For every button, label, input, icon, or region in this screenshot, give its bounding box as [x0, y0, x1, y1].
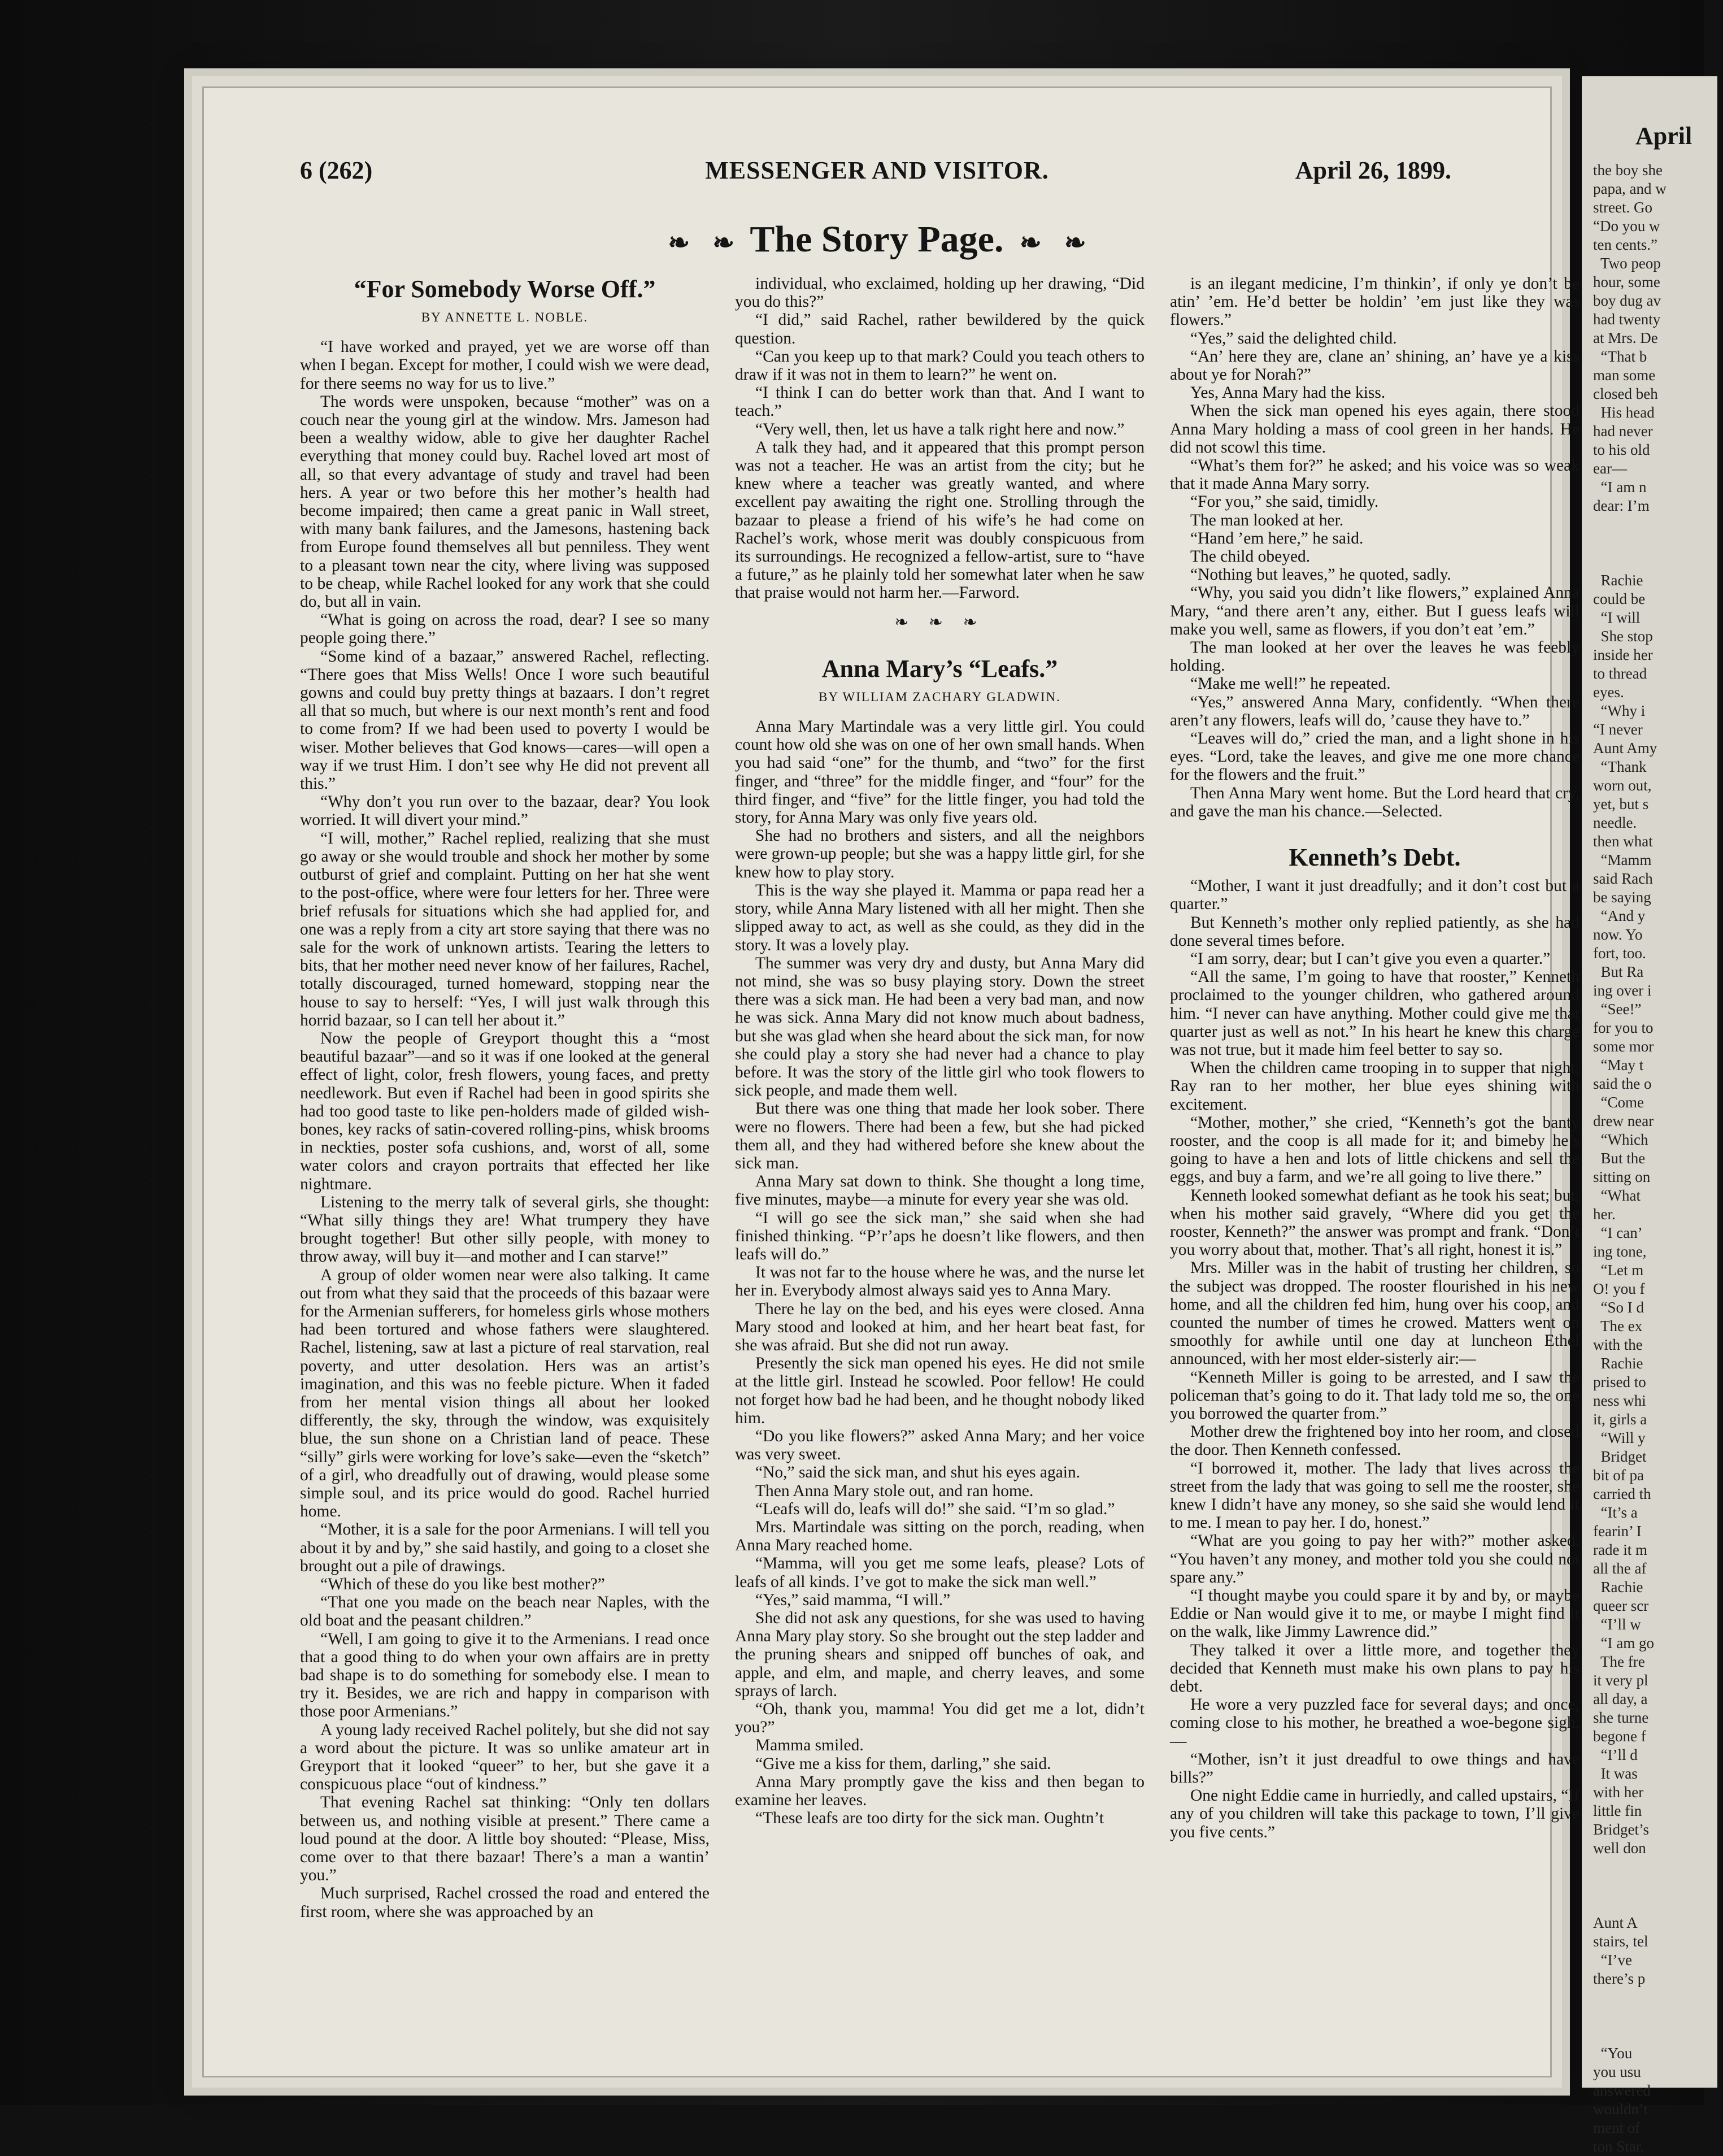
paragraph: When the sick man opened his eyes again, there stood Anna Mary holding a mass of cool green in her hands. He did not scowl this time. — [1170, 402, 1580, 457]
paragraph: is an ilegant medicine, I’m thinkin’, if only ye don’t be atin’ ’em. He’d better be holdin’ ’em just like they was flowers.” — [1170, 275, 1580, 329]
paragraph: Listening to the merry talk of several girls, she thought: “What silly things they are! What trumpery they have brought together! But other silly people, with money to throw away, will buy it—and mother and I can starve!” — [300, 1193, 710, 1266]
paragraph: Anna Mary Martindale was a very little girl. You could count how old she was on one of her own small hands. When you had said “one” for the thumb, and “two” for the first finger, and “three” for the middle finger, and “four” for the third finger, and “five” for the little finger, you had told the story, for Anna Mary was only five years old. — [735, 718, 1145, 827]
paragraph: A young lady received Rachel politely, but she did not say a word about the picture. It was so unlike amateur art in Greyport that it looked “queer” to her, but she gave it a conspicuous place “out of kindness.” — [300, 1720, 710, 1794]
paragraph: “Well, I am going to give it to the Armenians. I read once that a good thing to do when your own affairs are in pretty bad shape is to do something for somebody else. I mean to try it. Besides, we are rich and happy in comparison with those poor Armenians.” — [300, 1629, 710, 1721]
story-title: Kenneth’s Debt. — [1289, 844, 1461, 872]
paragraph: “Some kind of a bazaar,” answered Rachel, reflecting. “There goes that Miss Wells! Once I wore such beautiful gowns and could buy pretty things at bazaars. I don’t regret all that so much, but where is our next month’s rent and food to come from? If we had been used to poverty I would be wiser. Mother believes that God knows—cares—will open a way if we trust Him. I don’t see why He did not prevent all this.” — [300, 647, 710, 793]
paragraph: “I did,” said Rachel, rather bewildered by the quick question. — [735, 311, 1145, 347]
paragraph: “Mother, isn’t it just dreadful to owe things and have bills?” — [1170, 1750, 1580, 1787]
paragraph: “Kenneth Miller is going to be arrested, and I saw the policeman that’s going to do it. That lady told me so, the one you borrowed the quarter from.” — [1170, 1368, 1580, 1423]
paragraph: “I have worked and prayed, yet we are worse off than when I began. Except for mother, I could wish we were dead, for there seems no way for us to live.” — [300, 338, 710, 393]
columns — [300, 275, 1580, 2031]
paragraph: individual, who exclaimed, holding up her drawing, “Did you do this?” — [735, 275, 1145, 311]
paragraph: Then Anna Mary stole out, and ran home. — [755, 1481, 1034, 1500]
issue-date: April 26, 1899. — [1295, 157, 1451, 184]
paragraph: “Mother, mother,” she cried, “Kenneth’s got the banty rooster, and the coop is all made for it; and bimeby he’s going to have a hen and lots of little chickens and sell the eggs, and buy a farm, and we’re all going to live there.” — [1170, 1113, 1580, 1186]
section-heading — [204, 218, 1550, 261]
paragraph: “Which of these do you like best mother?” — [320, 1575, 605, 1594]
paragraph: “Mother, it is a sale for the poor Armenians. I will tell you about it by and by,” she said hastily, and going to a closet she brought out a pile of drawings. — [300, 1520, 710, 1575]
paragraph: Mother drew the frightened boy into her room, and closed the door. Then Kenneth confessed. — [1170, 1423, 1580, 1459]
paragraph: Mrs. Miller was in the habit of trusting her children, so the subject was dropped. The rooster flourished in his new home, and all the children fed him, hung over his coop, and counted the number of times he crowed. Matters went on smoothly for awhile until one day at luncheon Ethel announced, with her most elder-sisterly air:— — [1170, 1259, 1580, 1368]
paragraph: “Make me well!” he repeated. — [1190, 675, 1391, 693]
story-byline: BY ANNETTE L. NOBLE. — [421, 310, 589, 324]
column-1 — [300, 275, 710, 2031]
paragraph: She had no brothers and sisters, and all the neighbors were grown-up people; but she was a happy little girl, for she knew how to play story. — [735, 827, 1145, 881]
story-body-continued — [1170, 275, 1580, 820]
paragraph: “Very well, then, let us have a talk right here and now.” — [755, 420, 1125, 438]
paragraph: “I am sorry, dear; but I can’t give you even a quarter.” — [1190, 949, 1551, 968]
paragraph: “Leaves will do,” cried the man, and a light shone in his eyes. “Lord, take the leaves, and give me one more chance for the flowers and the fruit.” — [1170, 729, 1580, 784]
story-body-continued — [735, 275, 1145, 602]
ornament-icon: ❧ — [1019, 228, 1042, 257]
paragraph: “Leafs will do, leafs will do!” she said. “I’m so glad.” — [755, 1499, 1115, 1518]
adjacent-page-edge — [1582, 76, 1717, 2155]
paragraph: Yes, Anna Mary had the kiss. — [1190, 384, 1386, 402]
story-body — [300, 338, 710, 1921]
paragraph: They talked it over a little more, and together they decided that Kenneth must make his own plans to pay his debt. — [1170, 1641, 1580, 1696]
paragraph: “All the same, I’m going to have that rooster,” Kenneth proclaimed to the younger children, who gathered around him. “I never can have anything. Mother could give me that quarter just as well as not.” In his heart he knew this charge was not true, but it made him feel better to say so. — [1170, 968, 1580, 1059]
paragraph: “Why, you said you didn’t like flowers,” explained Anna Mary, “and there aren’t any, either. But I guess leafs will make you well, same as flowers, if you don’t eat ’em.” — [1170, 584, 1580, 638]
paragraph: “Nothing but leaves,” he quoted, sadly. — [1190, 566, 1451, 584]
paragraph: “Can you keep up to that mark? Could you teach others to draw if it was not in them to learn?” he went on. — [735, 347, 1145, 384]
paragraph: A group of older women near were also talking. It came out from what they said that the proceeds of this bazaar were for the Armenian sufferers, for homeless girls whose mothers had been tortured and whose fathers were slaughtered. Rachel, listening, saw at last a picture of real starvation, real poverty, and utter desolation. Hers was an artist’s imagination, and this was no feeble picture. When it faded from her mental vision things all about her looked differently, the sky, through the window, was exquisitely blue, the sun shone on a Christian land of peace. These “silly” girls were working for love’s sake—even the “sketch” of a girl, who dreadfully out of drawing, would please some simple soul, and its price would do good. Rachel hurried home. — [300, 1266, 710, 1521]
adjacent-page-header: April — [1635, 122, 1692, 150]
story-body — [1170, 877, 1580, 1841]
paragraph: “I borrowed it, mother. The lady that lives across the street from the lady that was going to sell me the rooster, she knew I didn’t have any money, so she said she would lend it to me. I mean to pay her. I do, honest.” — [1170, 1459, 1580, 1532]
paragraph: Anna Mary sat down to think. She thought a long time, five minutes, maybe—a minute for every year she was old. — [735, 1172, 1145, 1209]
paragraph: Then Anna Mary went home. But the Lord heard that cry, and gave the man his chance.—Selected. — [1170, 784, 1580, 820]
masthead — [204, 156, 1550, 195]
paragraph: “Yes,” said mamma, “I will.” — [755, 1590, 951, 1609]
adjacent-page-column: the boy she papa, and w street. Go “Do you w ten cents.” Two peop hour, some boy dug av had twenty at Mrs. De “That b man some closed beh His head had never to his old ear— “I am n dear: I’m Rachie could be “I will She stop inside her to thread eyes. “Why i “I never Aunt Amy “Thank worn out, yet, but s needle. then what “Mamm said Rach be saying “And y now. Yo fort, too. But Ra ing over i “See!” for you to some mor “May t said the o “Come drew near “Which But the sitting on “What her. “I can’ ing tone, “Let m O! you f “So I d The ex with the Rachie prised to ness whi it, girls a “Will y Bridget bit of pa carried th “It’s a fearin’ I rade it m all the af Rachie queer scr “I’ll w “I am go The fre it very pl all day, a she turne begone f “I’ll d It was with her little fin Bridget’s well don Aunt A stairs, tel “I’ve there’s p “You you usu answered wouldn’t ment of ton Star. — [1593, 162, 1667, 2155]
paragraph: The man looked at her over the leaves he was feebly holding. — [1170, 638, 1580, 675]
paragraph: Presently the sick man opened his eyes. He did not smile at the little girl. Instead he scowled. Poor fellow! He could not forget how bad he had been, and he thought nobody liked him. — [735, 1354, 1145, 1427]
paragraph: The child obeyed. — [1190, 547, 1311, 566]
paragraph: The summer was very dry and dusty, but Anna Mary did not mind, she was so busy playing story. Down the street there was a sick man. He had been a very bad man, and now he was sick. Anna Mary did not know much about badness, but she was glad when she heard about the sick man, for now she could play a story she had never had a chance to play before. It was the story of the little girl who took flowers to sick people, and made them well. — [735, 954, 1145, 1100]
page-number: 6 (262) — [300, 157, 373, 184]
paragraph: “For you,” she said, timidly. — [1190, 493, 1379, 511]
paragraph: Much surprised, Rachel crossed the road and entered the first room, where she was approached by an — [300, 1884, 710, 1921]
paragraph: This is the way she played it. Mamma or papa read her a story, while Anna Mary listened with all her might. Then she slipped away to act, as well as she could, as they did in the story. It was a lovely play. — [735, 881, 1145, 954]
paragraph: “Mamma, will you get me some leafs, please? Lots of leafs of all kinds. I’ve got to make the sick man well.” — [735, 1554, 1145, 1591]
paragraph: One night Eddie came in hurriedly, and called upstairs, “If any of you children will take this package to town, I’ll give you five cents.” — [1170, 1786, 1580, 1841]
paragraph: Mamma smiled. — [755, 1736, 864, 1755]
column-2 — [735, 275, 1145, 2031]
story-title: Anna Mary’s “Leafs.” — [821, 654, 1058, 683]
paragraph: “What are you going to pay her with?” mother asked. “You haven’t any money, and mother told you she could not spare any.” — [1170, 1532, 1580, 1586]
paragraph: “Hand ’em here,” he said. — [1190, 529, 1364, 547]
column-3 — [1170, 275, 1580, 2031]
divider-ornament-icon: ❧ ❧ ❧ — [894, 612, 985, 632]
paragraph: “I thought maybe you could spare it by and by, or maybe Eddie or Nan would give it to me, or maybe I might find it on the walk, like Jimmy Lawrence did.” — [1170, 1586, 1580, 1641]
paragraph: “No,” said the sick man, and shut his eyes again. — [755, 1463, 1081, 1482]
paragraph: Kenneth looked somewhat defiant as he took his seat; but, when his mother said gravely, “Where did you get the rooster, Kenneth?” the answer was prompt and frank. “Don’t you worry about that, mother. That’s all right, honest it is.” — [1170, 1186, 1580, 1259]
paragraph: “Yes,” said the delighted child. — [1190, 329, 1397, 347]
paragraph: But there was one thing that made her look sober. There were no flowers. There had been a few, but she had picked them all, and they had withered before she knew about the sick man. — [735, 1099, 1145, 1172]
paragraph: When the children came trooping in to supper that night, Ray ran to her mother, her blue eyes shining with excitement. — [1170, 1059, 1580, 1114]
paragraph: “That one you made on the beach near Naples, with the old boat and the peasant children.” — [300, 1593, 710, 1630]
section-title: The Story Page. — [750, 219, 1004, 260]
ornament-icon: ❧ — [712, 228, 735, 257]
newspaper-title: MESSENGER AND VISITOR. — [705, 157, 1049, 184]
ornament-icon: ❧ — [1064, 228, 1086, 257]
paragraph: “An’ here they are, clane an’ shining, an’ have ye a kiss about ye for Norah?” — [1170, 347, 1580, 384]
paragraph: Now the people of Greyport thought this a “most beautiful bazaar”—and so it was if one looked at the general effect of light, color, fresh flowers, young faces, and pretty needlework. But even if Rachel had been in good spirits she had too good taste to like pen-holders made of gilded wish-bones, key racks of satin-covered rolling-pins, whisk brooms in neckties, poster sofa cushions, and, worst of all, some water colors and crayon portraits that effected her like nightmare. — [300, 1029, 710, 1193]
paragraph: “These leafs are too dirty for the sick man. Oughtn’t — [755, 1809, 1104, 1828]
paragraph: “I will, mother,” Rachel replied, realizing that she must go away or she would trouble and shock her mother by some outburst of grief and complaint. Putting on her hat she went to the post-office, where were four letters for her. Three were brief refusals for situations which she had applied for, and one was a reply from a city art store saying that there was no sale for the work of unknown artists. Tearing the letters to bits, that her mother need never know of her failures, Rachel, totally discouraged, turned homeward, stopping near the house to say to herself: “Yes, I will just walk through this horrid bazaar, so I can tell her about it.” — [300, 829, 710, 1029]
paragraph: “Give me a kiss for them, darling,” she said. — [755, 1754, 1051, 1773]
paragraph: “I think I can do better work than that. And I want to teach.” — [735, 384, 1145, 420]
paragraph: There he lay on the bed, and his eyes were closed. Anna Mary stood and looked at him, and her heart beat fast, for she was afraid. But she did not run away. — [735, 1299, 1145, 1354]
story-body — [735, 718, 1145, 1827]
paragraph: “Why don’t you run over to the bazaar, dear? You look worried. It will divert your mind.” — [300, 793, 710, 829]
ornament-icon: ❧ — [668, 228, 690, 257]
paragraph: A talk they had, and it appeared that this prompt person was not a teacher. He was an artist from the city; but he knew where a teacher was greatly wanted, and where excellent pay awaiting the right one. Strolling through the bazaar to please a friend of his wife’s he had come on Rachel’s work, whose merit was doubly conspicuous from its surroundings. He recognized a fellow-artist, sure to “have a future,” as he plainly told her somewhat later when he saw that praise would not harm her.—Farword. — [735, 438, 1145, 602]
paragraph: The words were unspoken, because “mother” was on a couch near the young girl at the window. Mrs. Jameson had been a wealthy widow, able to give her daughter Rachel everything that money could buy. Rachel loved art most of all, so that every advantage of study and travel had been hers. A year or two before this her mother’s health had become impaired; then came a great panic in Wall street, with many bank failures, and the Jamesons, hastening back from Europe found themselves all but penniless. They went to a pleasant town near the city, where living was supposed to be cheap, while Rachel looked for any work that she could do, but all in vain. — [300, 392, 710, 611]
paragraph: She did not ask any questions, for she was used to having Anna Mary play story. So she brought out the step ladder and the pruning shears and snipped off bunches of oak, and apple, and elm, and maple, and cherry leaves, and some sprays of larch. — [735, 1609, 1145, 1700]
story-title: “For Somebody Worse Off.” — [354, 275, 656, 303]
paragraph: The man looked at her. — [1190, 511, 1344, 529]
page-inner — [202, 86, 1580, 2077]
story-byline: BY WILLIAM ZACHARY GLADWIN. — [819, 689, 1061, 704]
paragraph: “What is going on across the road, dear? I see so many people going there.” — [300, 611, 710, 647]
paragraph: “What’s them for?” he asked; and his voice was so weak that it made Anna Mary sorry. — [1170, 457, 1580, 493]
paragraph: It was not far to the house where he was, and the nurse let her in. Everybody almost always said yes to Anna Mary. — [735, 1263, 1145, 1300]
paragraph: “Oh, thank you, mamma! You did get me a lot, didn’t you?” — [735, 1700, 1145, 1737]
paragraph: “I will go see the sick man,” she said when she had finished thinking. “P’r’aps he doesn’t like flowers, and then leafs will do.” — [735, 1209, 1145, 1263]
newspaper-page — [192, 76, 1580, 2088]
paragraph: “Do you like flowers?” asked Anna Mary; and her voice was very sweet. — [735, 1427, 1145, 1464]
paragraph: He wore a very puzzled face for several days; and once, coming close to his mother, he breathed a woe-begone sigh,— — [1170, 1696, 1580, 1750]
paragraph: Anna Mary promptly gave the kiss and then began to examine her leaves. — [735, 1772, 1145, 1810]
paragraph: “Mother, I want it just dreadfully; and it don’t cost but a quarter.” — [1170, 877, 1580, 914]
paragraph: “Yes,” answered Anna Mary, confidently. “When there aren’t any flowers, leafs will do, ’cause they have to.” — [1170, 693, 1580, 729]
paragraph: Mrs. Martindale was sitting on the porch, reading, when Anna Mary reached home. — [735, 1518, 1145, 1555]
paragraph: That evening Rachel sat thinking: “Only ten dollars between us, and nothing visible at present.” There came a loud pound at the door. A little boy shouted: “Please, Miss, come over to that there bazaar! There’s a man a wantin’ you.” — [300, 1793, 710, 1885]
paragraph: But Kenneth’s mother only replied patiently, as she had done several times before. — [1170, 913, 1580, 950]
